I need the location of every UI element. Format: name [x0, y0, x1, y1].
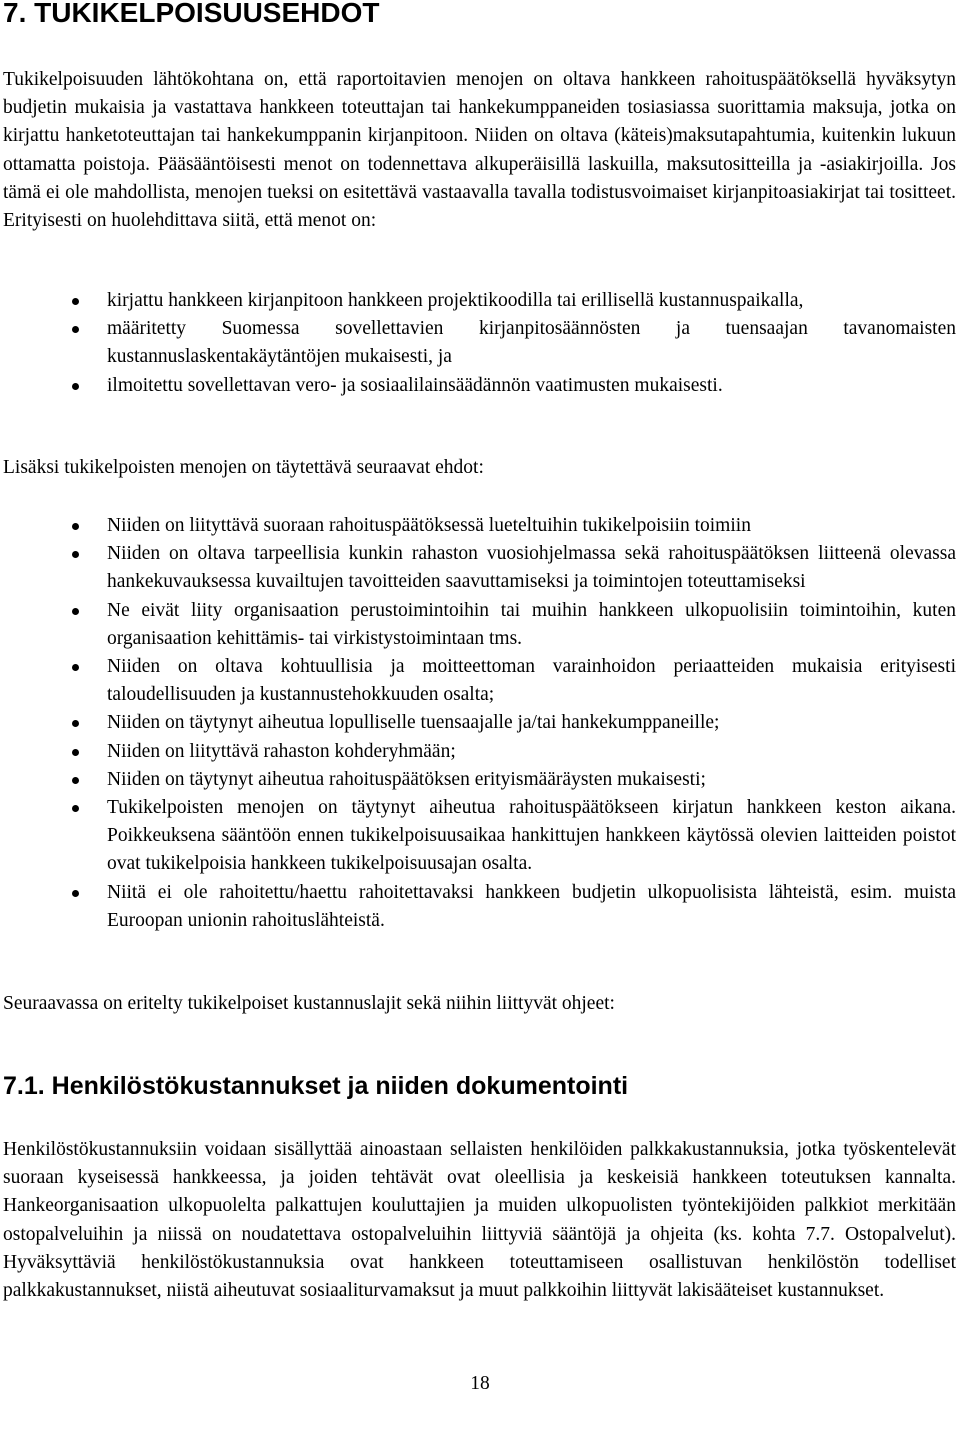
- list-item: [0, 766, 956, 794]
- list-item: [0, 315, 956, 371]
- bullet-icon: [72, 890, 79, 897]
- list-item-text: Ne eivät liity organisaation perustoimintoihin tai muihin hankkeen ulkopuolisiin toimintoihin, kuten organisaation kehittämis- tai virkistystoimintaan tms.: [107, 599, 956, 649]
- bullet-icon: [72, 298, 79, 305]
- list-item-text: Niitä ei ole rahoitettu/haettu rahoitettavaksi hankkeen budjetin ulkopuolisista lähteistä, esim. muista Euroopan unionin rahoituslähteistä.: [107, 881, 956, 931]
- list-item: [0, 709, 956, 737]
- bullet-icon: [72, 383, 79, 390]
- closing-sentence: Seuraavassa on eritelty tukikelpoiset kustannuslajit sekä niihin liittyvät ohjeet:: [3, 993, 615, 1014]
- list-item: [0, 512, 956, 540]
- bullet-icon: [72, 608, 79, 615]
- bullet-icon: [72, 777, 79, 784]
- conditions-list: [0, 512, 956, 935]
- bullet-icon: [72, 326, 79, 333]
- list-item-text: kirjattu hankkeen kirjanpitoon hankkeen projektikoodilla tai erillisellä kustannuspaikalla,: [107, 290, 804, 311]
- list-item: [0, 794, 956, 879]
- list-item: [0, 738, 956, 766]
- bullet-icon: [72, 551, 79, 558]
- requirements-list: [0, 287, 956, 400]
- bullet-icon: [72, 749, 79, 756]
- subsection-heading: 7.1. Henkilöstökustannukset ja niiden dokumentointi: [3, 1072, 629, 1100]
- section-heading: 7. TUKIKELPOISUUSEHDOT: [3, 0, 380, 28]
- list-item: [0, 540, 956, 596]
- list-item-text: määritetty Suomessa sovellettavien kirjanpitosäännösten ja tuensaajan tavanomaisten kustannuslaskentakäytäntöjen mukaisesti, ja: [107, 318, 956, 368]
- list-item-text: Tukikelpoisten menojen on täytynyt aiheutua rahoituspäätökseen kirjatun hankkeen keston aikana. Poikkeuksena sääntöön ennen tukikelpoisuusaikaa hankittujen hankkeen käytössä olevien laitteiden poistot ovat tukikelpoisia hankkeen tukikelpoisuusajan osalta.: [107, 797, 956, 875]
- intro-paragraph: Tukikelpoisuuden lähtökohtana on, että raportoitavien menojen on oltava hankkeen rahoituspäätöksellä hyväksytyn budjetin mukaisia ja vastattava hankkeen toteuttajan tai hankekumppaneiden tosiasiassa suorittamia maksuja, jotka on kirjattu hanketoteuttajan tai hankekumppanin kirjanpitoon. Niiden on oltava (käteis)maksutapahtumia, kuitenkin lukuun ottamatta poistoja. Pääsääntöisesti menot on todennettava alkuperäisillä laskuilla, maksutositteilla ja -asiakirjoilla. Jos tämä ei ole mahdollista, menojen tueksi on esitettävä vastaavalla tavalla todistusvoimaiset kirjanpitoasiakirjat tai tositteet. Erityisesti on huolehdittava siitä, että menot on:: [3, 69, 956, 232]
- list-item: [0, 879, 956, 935]
- bullet-icon: [72, 720, 79, 727]
- bullet-icon: [72, 664, 79, 671]
- list-item: [0, 597, 956, 653]
- list-item-text: Niiden on täytynyt aiheutua lopulliselle tuensaajalle ja/tai hankekumppaneille;: [107, 712, 720, 734]
- subsection-paragraph: Henkilöstökustannuksiin voidaan sisällyttää ainoastaan sellaisten henkilöiden palkkakustannuksia, jotka työskentelevät suoraan kyseisessä hankkeessa, ja joiden tehtävät ovat oleellisia ja keskeisiä hankkeen toteutuksen kannalta. Hankeorganisaation ulkopuolelta palkattujen kouluttajien ja muiden ulkopuolisten työntekijöiden palkkiot merkitään ostopalveluihin ja niissä on noudatettava ostopalveluihin liittyviä sääntöjä ja ohjeita (ks. kohta 7.7. Ostopalvelut). Hyväksyttäviä henkilöstökustannuksia ovat hankkeen toteuttamiseen osallistuvan henkilöstön todelliset palkkakustannukset, niistä aiheutuvat sosiaaliturvamaksut ja muut palkkoihin liittyvät lakisääteiset kustannukset.: [3, 1139, 956, 1302]
- list-item-text: Niiden on liityttävä suoraan rahoituspäätöksessä lueteltuihin tukikelpoisiin toimiin: [107, 515, 751, 536]
- list-item: [0, 287, 956, 315]
- list-item: [0, 372, 956, 400]
- list-item-text: Niiden on liityttävä rahaston kohderyhmään;: [107, 740, 456, 762]
- page-number: 18: [470, 1373, 490, 1394]
- list-item-text: Niiden on täytynyt aiheutua rahoituspäätöksen erityismääräysten mukaisesti;: [107, 768, 706, 790]
- bullet-icon: [72, 805, 79, 812]
- bullet-icon: [72, 523, 79, 530]
- list-item-text: Niiden on oltava tarpeellisia kunkin rahaston vuosiohjelmassa sekä rahoituspäätöksen liitteenä olevassa hankekuvauksessa kuvailtujen tavoitteiden saavuttamiseksi ja toimintojen toteuttamiseksi: [107, 543, 956, 593]
- list-item-text: ilmoitettu sovellettavan vero- ja sosiaalilainsäädännön vaatimusten mukaisesti.: [107, 374, 723, 396]
- list-item-text: Niiden on oltava kohtuullisia ja moitteettoman varainhoidon periaatteiden mukaisia erityisesti taloudellisuuden ja kustannustehokkuuden osalta;: [107, 656, 956, 706]
- list-item: [0, 653, 956, 709]
- conditions-intro: Lisäksi tukikelpoisten menojen on täytettävä seuraavat ehdot:: [3, 457, 484, 478]
